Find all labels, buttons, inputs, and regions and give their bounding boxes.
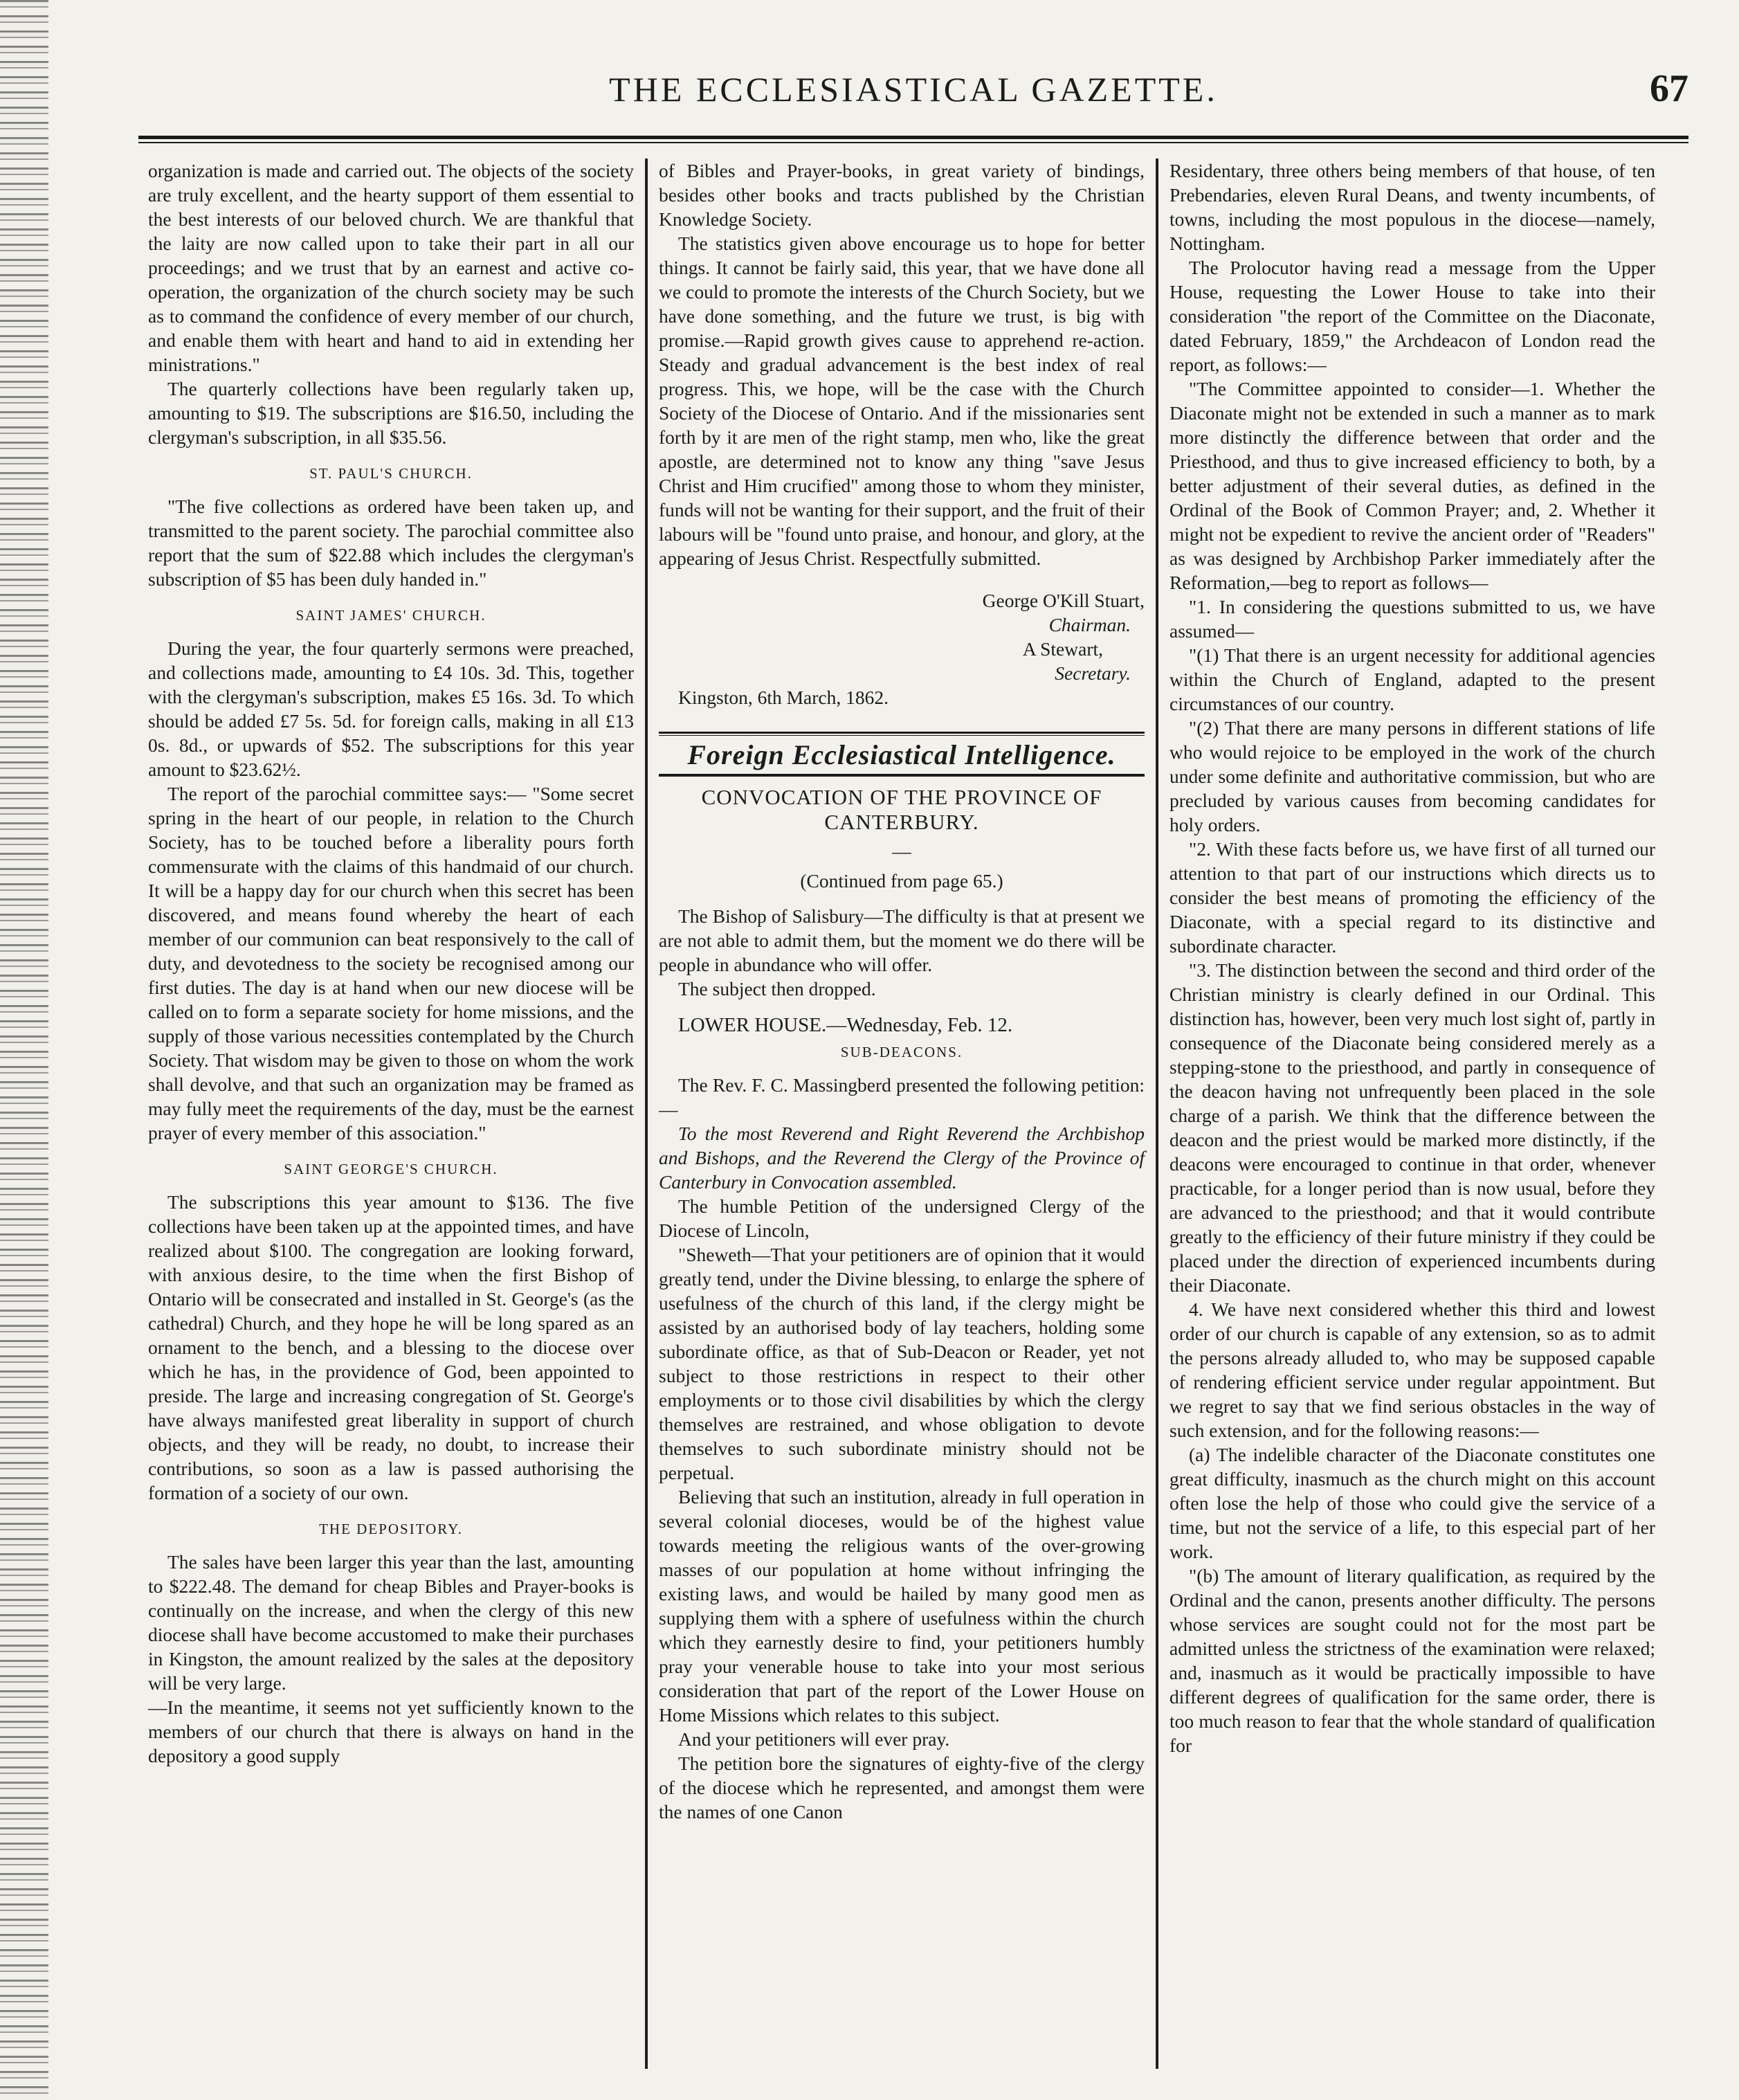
paragraph: During the year, the four quarterly sermons were preached, and collections made, amounting to £4 10s. 3d. This, together with the clergyman's subscription, makes £5 16s. 3d. To which should be added £7 5s. 5d. for foreign calls, making in all £13 0s. 8d., or upwards of $52. The subscriptions for this year amount to $23.62½.	[148, 637, 634, 780]
paragraph: "3. The distinction between the second and third order of the Christian ministry is clearly defined in our Ordinal. This distinction has, however, been very much lost sight of, partly in consequence of the Diaconate being considered merely as a stepping-stone to the priesthood, and partly in consequence of the deacon having not unfrequently been placed in the sole charge of a parish. We think that the difference between the deacon and the priest would be marked more distinctly, if the deacons were encouraged to continue in that order, whenever practicable, for a longer period than is now usual, before they are advanced to the priesthood; and that it would contribute greatly to the efficiency of their future ministry if they could be placed under the direction of experienced incumbents during their Diaconate.	[1169, 959, 1655, 1296]
paragraph: —In the meantime, it seems not yet sufficiently known to the members of our church that there is always on hand in the depository a good supply	[148, 1696, 634, 1766]
dateline: Kingston, 6th March, 1862.	[678, 687, 889, 708]
column-3	[1160, 159, 1665, 2069]
banner-text: Foreign Ecclesiastical Intelligence.	[659, 735, 1145, 776]
section-heading: SAINT JAMES' CHURCH.	[295, 607, 486, 624]
section-heading: ST. PAUL'S CHURCH.	[309, 465, 473, 482]
paragraph: "2. With these facts before us, we have first of all turned our attention to that part of our instructions which directs us to consider the best means of promoting the efficiency of the Diaconate, with a special regard to its distinctive and subordinate character.	[1169, 838, 1655, 957]
paragraph: (a) The indelible character of the Diaconate constitutes one great difficulty, inasmuch as the church might on this account often lose the help of those who could give the service of a time, but not the service of a life, to this especial part of her work.	[1169, 1444, 1655, 1562]
column-1	[138, 159, 644, 2069]
paragraph: The statistics given above encourage us to hope for better things. It cannot be fairly said, this year, that we have done all we could to promote the interests of the Church Society, but we have done something, and the future we trust, is big with promise.—Rapid growth gives cause to apprehend re-action. Steady and gradual advancement is the best index of real progress. This, we hope, will be the case with the Church Society of the Diocese of Ontario. And if the missionaries sent forth by it are men of the right stamp, men who, like the great apostle, are determined not to know any thing "save Jesus Christ and Him crucified" among those to whom they minister, funds will not be wanting for their support, and the fruit of their labours will be "found unto praise, and honour, and glory, at the appearing of Jesus Christ. Respectfully submitted.	[659, 233, 1145, 569]
signature-role: Chairman.	[1048, 614, 1131, 635]
paragraph: "The five collections as ordered have been taken up, and transmitted to the parent society. The parochial committee also report that the sum of $22.88 which includes the clergyman's subscription of $5 has been duly handed in."	[148, 496, 634, 590]
paragraph: "(b) The amount of literary qualification, as required by the Ordinal and the canon, presents another difficulty. The persons whose services are sought could not for the most part be admitted unless the strictness of the examination were relaxed; and, inasmuch as it would be practically impossible to have different degrees of qualification for the same order, there is too much reason to fear that the whole standard of qualification for	[1169, 1565, 1655, 1756]
paragraph: "The Committee appointed to consider—1. Whether the Diaconate might not be extended in such a manner as to mark more distinctly the difference between that order and the Priesthood, and thus to give increased efficiency to both, by a better adjustment of their several duties, as defined in the Ordinal of the Book of Common Prayer; and, 2. Whether it might not be expedient to revive the ancient order of "Readers" as was designed by Archbishop Parker immediately after the Reformation,—beg to report as follows—	[1169, 378, 1655, 593]
paragraph: The humble Petition of the undersigned Clergy of the Diocese of Lincoln,	[659, 1195, 1145, 1241]
paragraph: "1. In considering the questions submitted to us, we have assumed—	[1169, 596, 1655, 642]
column-2	[649, 159, 1154, 2069]
article-columns	[138, 159, 1688, 2069]
paragraph: The subscriptions this year amount to $136. The five collections have been taken up at the appointed times, and have realized about $100. The congregation are looking forward, with anxious desire, to the time when the first Bishop of Ontario will be consecrated and installed in St. George's (as the cathedral) Church, and they hope he will be long spared as an ornament to the bench, and a blessing to the diocese over which he has, in the providence of God, been appointed to preside. The large and increasing congregation of St. George's have always manifested great liberality in support of church objects, and they will be ready, no doubt, to increase their contributions, so soon as a law is passed authorising the formation of a society of our own.	[148, 1191, 634, 1503]
signature-name: George O'Kill Stuart,	[982, 590, 1145, 611]
subsection-subheading: SUB-DEACONS.	[840, 1044, 963, 1060]
article-title: CONVOCATION OF THE PROVINCE OF CANTERBURY.	[701, 785, 1102, 834]
signature-name: A Stewart,	[1022, 638, 1103, 660]
paragraph: The subject then dropped.	[678, 978, 876, 999]
paragraph: The quarterly collections have been regularly taken up, amounting to $19. The subscriptions are $16.50, including the clergyman's subscription, in all $35.56.	[148, 378, 634, 448]
page-number: 67	[1650, 67, 1688, 110]
continuation-note: (Continued from page 65.)	[800, 870, 1003, 891]
title-dash: —	[892, 840, 911, 862]
petition-address: To the most Reverend and Right Reverend the Archbishop and Bishops, and the Reverend the Clergy of the Province of Canterbury in Convocation assembled.	[659, 1123, 1145, 1193]
column-divider	[1156, 159, 1158, 2069]
paragraph: "(2) That there are many persons in different stations of life who would rejoice to be employed in the work of the church under some definite and authoritative commission, but who are precluded by various causes from becoming candidates for holy orders.	[1169, 717, 1655, 835]
book-binding-edge	[0, 0, 48, 2100]
newspaper-page	[138, 69, 1688, 2076]
signature-role: Secretary.	[1055, 662, 1131, 684]
paragraph: The Rev. F. C. Massingberd presented the following petition:—	[659, 1074, 1145, 1120]
column-divider	[645, 159, 648, 2069]
paragraph: The Prolocutor having read a message from the Upper House, requesting the Lower House to take into their consideration "the report of the Committee on the Diaconate, dated February, 1859," the Archdeacon of London read the report, as follows:—	[1169, 257, 1655, 375]
header-rule-thick	[138, 136, 1688, 139]
paragraph: And your petitioners will ever pray.	[678, 1728, 950, 1750]
subsection-heading: LOWER HOUSE.—Wednesday, Feb. 12.	[678, 1014, 1013, 1036]
header-rule-thin	[138, 142, 1688, 143]
paragraph: The sales have been larger this year than the last, amounting to $222.48. The demand for cheap Bibles and Prayer-books is continually on the increase, and when the clergy of this new diocese shall have become accustomed to make their purchases in Kingston, the amount realized by the sales at the depository will be very large.	[148, 1551, 634, 1694]
section-heading: THE DEPOSITORY.	[319, 1521, 463, 1537]
paragraph: The petition bore the signatures of eighty-five of the clergy of the diocese which he represented, and amongst them were the names of one Canon	[659, 1753, 1145, 1822]
paragraph: Residentary, three others being members of that house, of ten Prebendaries, eleven Rural Deans, and twenty incumbents, of towns, including the most populous in the diocese—namely, Nottingham.	[1169, 160, 1655, 254]
section-banner	[659, 732, 1145, 777]
paragraph: The Bishop of Salisbury—The difficulty is that at present we are not able to admit them, but the moment we do there will be people in abundance who will offer.	[659, 905, 1145, 975]
gazette-title: THE ECCLESIASTICAL GAZETTE.	[609, 70, 1218, 109]
paragraph: Believing that such an institution, already in full operation in several colonial dioceses, would be of the highest value towards meeting the religious wants of the over-growing masses of our population at home without infringing the existing laws, and would be hailed by many good men as supplying them with a sphere of usefulness within the church which they earnestly desire to find, your petitioners humbly pray your venerable house to take into your most serious consideration that part of the report of the Lower House on Home Missions which relates to this subject.	[659, 1486, 1145, 1726]
paragraph: "(1) That there is an urgent necessity for additional agencies within the Church of England, adapted to the present circumstances of our country.	[1169, 644, 1655, 714]
paragraph: 4. We have next considered whether this third and lowest order of our church is capable of any extension, so as to admit the persons already alluded to, who may be supposed capable of rendering efficient service under regular appointment. But we regret to say that we find serious obstacles in the way of such extension, and for the following reasons:—	[1169, 1298, 1655, 1441]
paragraph: The report of the parochial committee says:— "Some secret spring in the heart of our people, in relation to the Church Society, has to be touched before a liberality pours forth commensurate with the claims of this handmaid of our church. It will be a happy day for our church when this secret has been discovered, and means found whereby the heart of each member of our communion can beat responsively to the call of duty, and devotedness to the society be recognised among our first duties. The day is at hand when our new diocese will be called on to form a separate society for home missions, and the supply of those various necessities contemplated by the Church Society. That wisdom may be given to those on whom the work shall devolve, and that such an organization may be framed as may fully meet the requirements of the day, must be the earnest prayer of every member of this association."	[148, 783, 634, 1143]
section-heading: SAINT GEORGE'S CHURCH.	[284, 1161, 498, 1177]
paragraph: "Sheweth—That your petitioners are of opinion that it would greatly tend, under the Divine blessing, to enlarge the sphere of usefulness of the church of this land, if the clergy might be assisted by an authorised body of lay teachers, holding some subordinate office, as that of Sub-Deacon or Reader, yet not subject to those restrictions in respect to their other employments or to those civil disabilities by which the clergy themselves are restrained, and whose obligation to devote themselves to such subordinate ministry should not be perpetual.	[659, 1244, 1145, 1483]
paragraph: of Bibles and Prayer-books, in great variety of bindings, besides other books and tracts published by the Christian Knowledge Society.	[659, 160, 1145, 230]
page-header	[138, 69, 1688, 125]
paragraph: organization is made and carried out. The objects of the society are truly excellent, and the hearty support of them essential to the best interests of our beloved church. We are thankful that the laity are now called upon to take their part in all our proceedings; and we trust that by an earnest and active co-operation, the organization of the church society may be such as to command the confidence of every member of our church, and enable them with heart and hand to aid in extending her ministrations."	[148, 160, 634, 375]
